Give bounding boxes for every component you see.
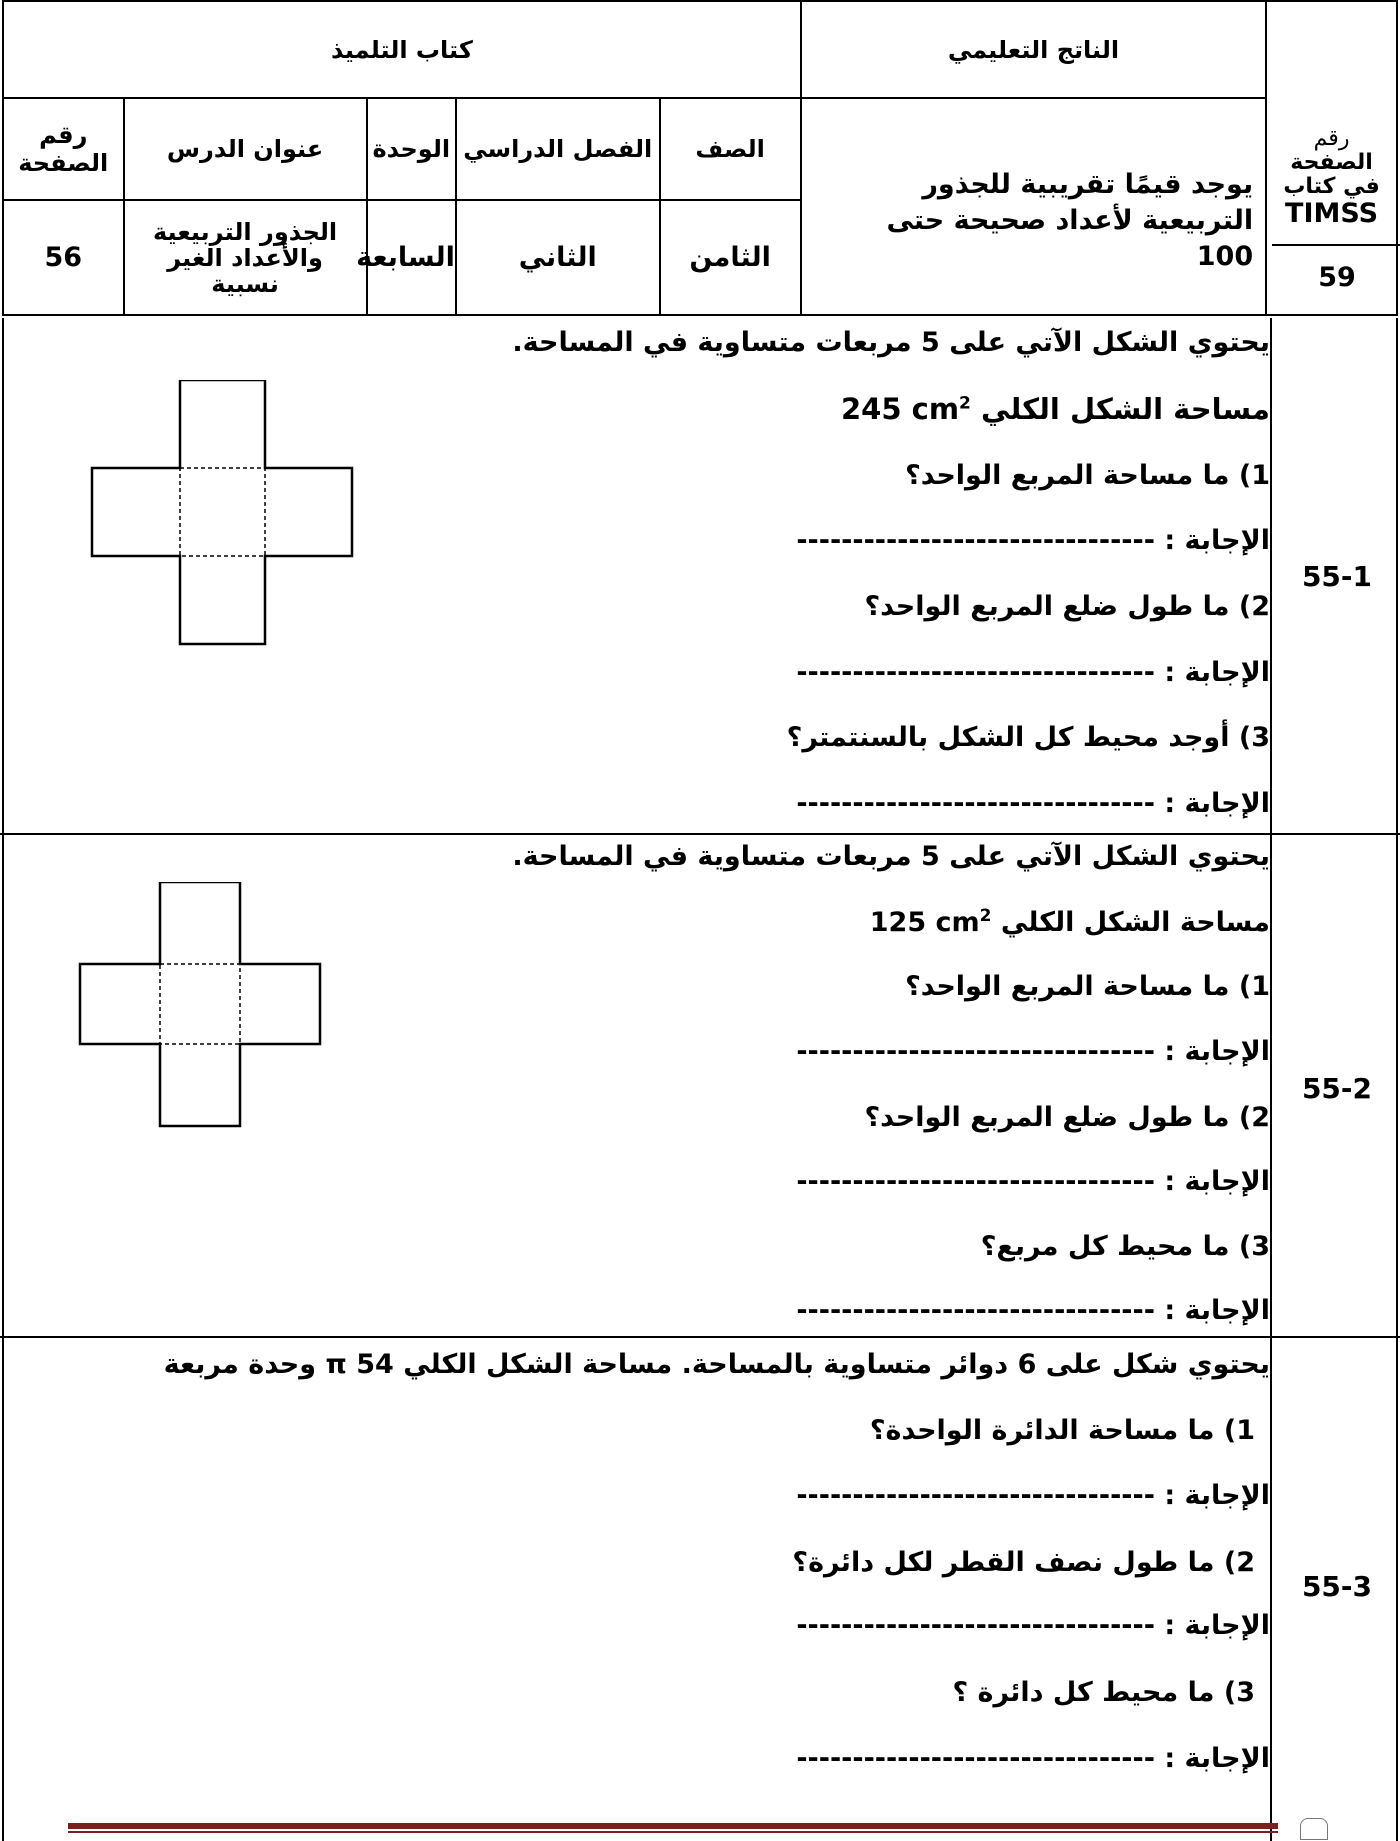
outcome-line: التربيعية لأعداد صحيحة حتى bbox=[886, 204, 1254, 236]
semester-header: الفصل الدراسي bbox=[456, 98, 660, 200]
timss-page-value: 59 bbox=[1318, 262, 1356, 293]
question-intro: يحتوي شكل على 6 دوائر متساوية بالمساحة. مساحة الشكل الكلي π 54 وحدة مربعة bbox=[163, 1349, 1270, 1380]
row-divider-1 bbox=[0, 833, 1400, 835]
cross-figure-1 bbox=[90, 380, 360, 650]
lesson-title-value bbox=[124, 200, 367, 315]
total-area-value bbox=[841, 392, 971, 426]
answer-line-1[interactable]: الإجابة : -------------------------------- bbox=[796, 1036, 1270, 1067]
lesson-line: نسبية bbox=[211, 269, 279, 298]
total-area bbox=[841, 392, 1270, 426]
sub-question-2: 2) ما طول ضلع المربع الواحد؟ bbox=[864, 591, 1270, 622]
sub-question-2: 2) ما طول نصف القطر لكل دائرة؟ bbox=[792, 1547, 1255, 1578]
header-table bbox=[2, 0, 1398, 316]
row-divider-2 bbox=[0, 1336, 1400, 1338]
page-number-header bbox=[3, 98, 124, 200]
question-code-55-1: 55-1 bbox=[1301, 560, 1373, 593]
answer-line-1[interactable]: الإجابة : -------------------------------- bbox=[796, 1480, 1270, 1511]
page-label-line: الصفحة bbox=[18, 149, 109, 177]
outcome-line: يوجد قيمًا تقريبية للجذور bbox=[922, 168, 1254, 200]
question-code-55-2: 55-2 bbox=[1301, 1072, 1373, 1105]
area-exponent: 2 bbox=[959, 393, 971, 414]
page-label-line: رقم bbox=[39, 121, 88, 149]
grade-value: الثامن bbox=[660, 200, 801, 315]
total-area bbox=[870, 906, 1270, 938]
frame-left bbox=[2, 318, 4, 1841]
question-intro: يحتوي الشكل الآتي على 5 مربعات متساوية في المساحة. bbox=[512, 841, 1270, 872]
question-code-55-3: 55-3 bbox=[1301, 1570, 1373, 1603]
learning-outcome-text bbox=[801, 98, 1266, 315]
unit-header: الوحدة bbox=[367, 98, 456, 200]
sub-question-1: 1) ما مساحة المربع الواحد؟ bbox=[905, 460, 1270, 491]
answer-line-2[interactable]: الإجابة : -------------------------------- bbox=[796, 1166, 1270, 1197]
area-value-text: 125 cm bbox=[869, 907, 980, 938]
lesson-title-header: عنوان الدرس bbox=[124, 98, 367, 200]
answer-line-3[interactable]: الإجابة : -------------------------------- bbox=[796, 1295, 1270, 1326]
learning-outcome-header: الناتج التعليمي bbox=[801, 1, 1266, 98]
sub-question-2: 2) ما طول ضلع المربع الواحد؟ bbox=[864, 1102, 1270, 1133]
footer-rule-thin bbox=[68, 1831, 1278, 1833]
lesson-line: الجذور التربيعية bbox=[152, 217, 338, 246]
area-exponent: 2 bbox=[979, 906, 992, 926]
area-value-text: 245 cm bbox=[841, 392, 960, 426]
sub-question-3: 3) أوجد محيط كل الشكل بالسنتمتر؟ bbox=[786, 722, 1270, 753]
timss-label-line: في كتاب bbox=[1283, 174, 1380, 199]
semester-value: الثاني bbox=[456, 200, 660, 315]
ministry-logo-icon bbox=[1300, 1818, 1328, 1840]
cross-figure-2 bbox=[78, 882, 328, 1132]
answer-line-1[interactable]: الإجابة : -------------------------------- bbox=[796, 525, 1270, 556]
total-area-label: مساحة الشكل الكلي bbox=[1000, 907, 1270, 938]
question-intro: يحتوي الشكل الآتي على 5 مربعات متساوية في المساحة. bbox=[512, 327, 1270, 358]
sub-question-3: 3) ما محيط كل مربع؟ bbox=[980, 1231, 1270, 1262]
outcome-line: 100 bbox=[1196, 240, 1254, 272]
page-number-value: 56 bbox=[3, 200, 124, 315]
grade-header: الصف bbox=[660, 98, 801, 200]
footer-rule bbox=[68, 1823, 1278, 1829]
unit-value: السابعة bbox=[367, 200, 456, 315]
timss-label-line: الصفحة bbox=[1290, 150, 1373, 175]
total-area-label: مساحة الشكل الكلي bbox=[981, 392, 1270, 426]
answer-line-3[interactable]: الإجابة : -------------------------------- bbox=[796, 788, 1270, 819]
timss-page-divider bbox=[1272, 244, 1400, 246]
sub-question-3: 3) ما محيط كل دائرة ؟ bbox=[952, 1677, 1255, 1708]
total-area-value bbox=[870, 907, 992, 938]
code-column-divider bbox=[1270, 318, 1272, 1841]
lesson-line: والأعداد الغير bbox=[167, 243, 323, 272]
timss-label-line: TIMSS bbox=[1285, 198, 1379, 229]
sub-question-1: 1) ما مساحة المربع الواحد؟ bbox=[905, 971, 1270, 1002]
student-book-header: كتاب التلميذ bbox=[3, 1, 801, 98]
sub-question-1: 1) ما مساحة الدائرة الواحدة؟ bbox=[869, 1415, 1255, 1446]
answer-line-2[interactable]: الإجابة : -------------------------------- bbox=[796, 657, 1270, 688]
timss-label-line: رقم bbox=[1313, 126, 1350, 151]
answer-line-2[interactable]: الإجابة : -------------------------------- bbox=[796, 1610, 1270, 1641]
answer-line-3[interactable]: الإجابة : -------------------------------- bbox=[796, 1743, 1270, 1774]
